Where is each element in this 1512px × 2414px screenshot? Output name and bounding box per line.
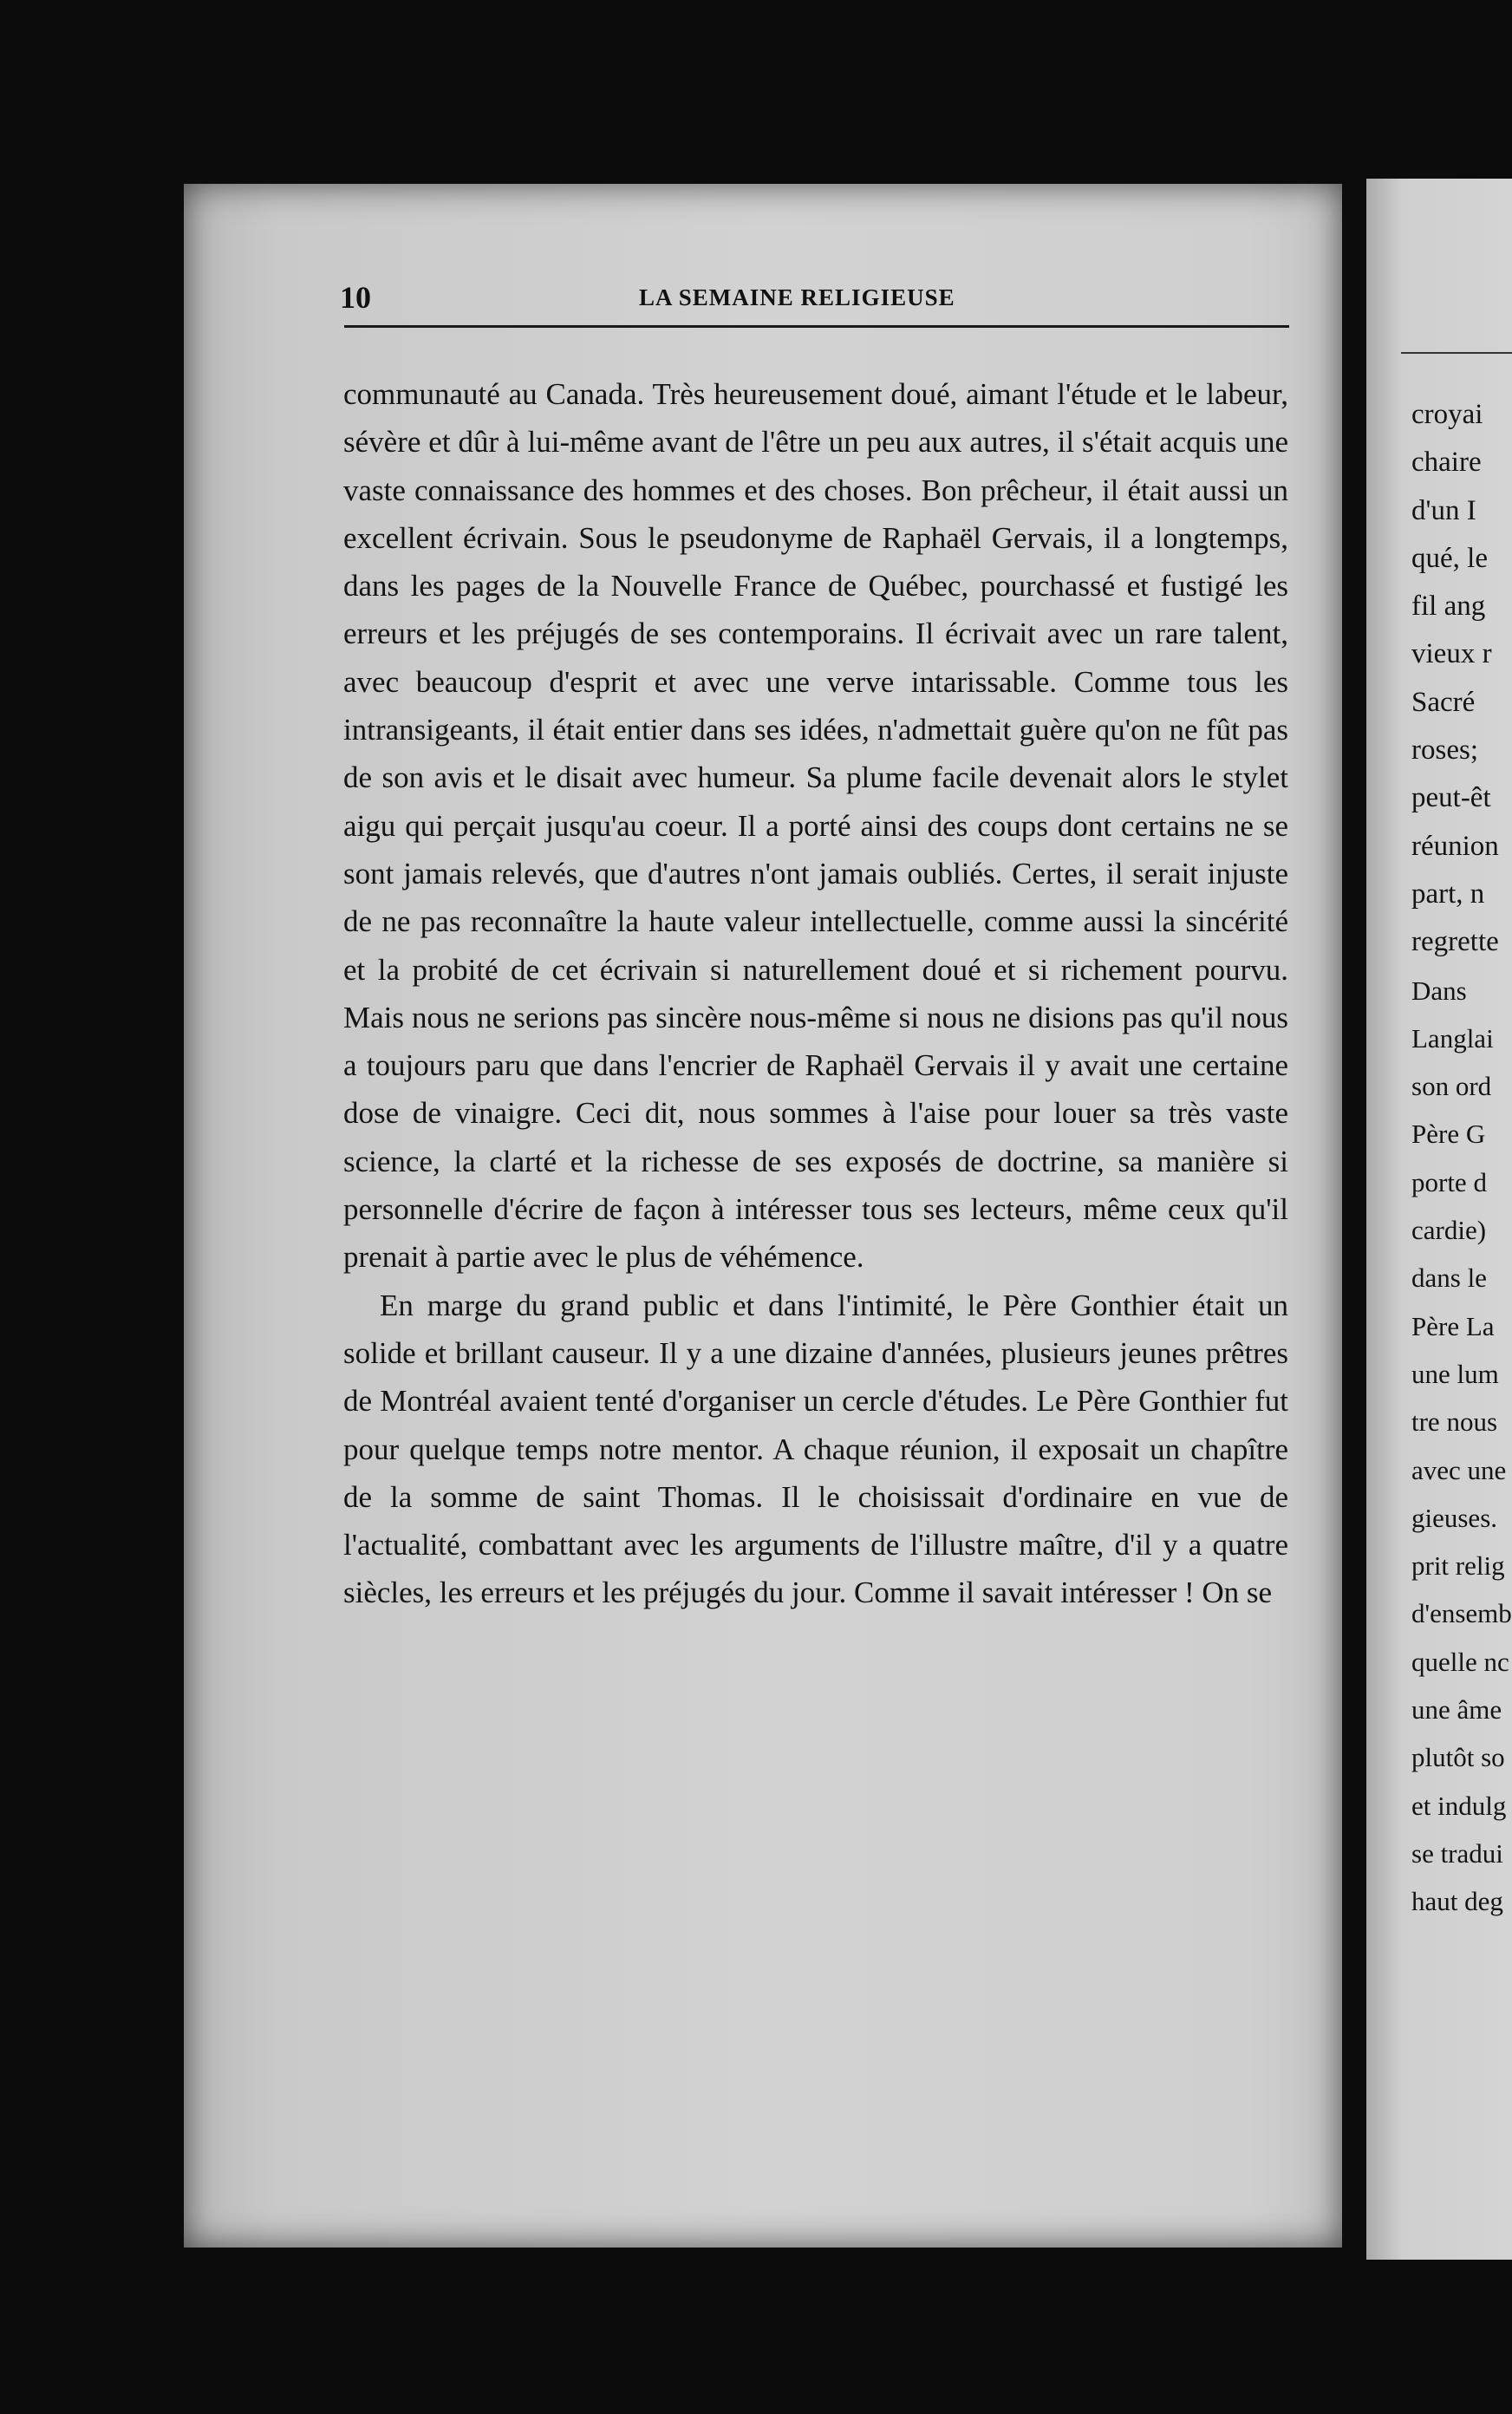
paragraph: communauté au Canada. Très heureusement doué, aimant l'étude et le labeur, sévère et dûr à lui-même avant de l'être un peu aux autres, il s'était acquis une vaste connaissance des hommes et des choses. Bon prêcheur, il était aussi un excellent écrivain. Sous le pseudonyme de Raphaël Gervais, il a longtemps, dans les pages de la Nouvelle France de Québec, pourchassé et fustigé les erreurs et les préjugés de ses contemporains. Il écrivait avec un rare talent, avec beaucoup d'esprit et avec une verve intarissable. Comme tous les intransigeants, il était entier dans ses idées, n'admettait guère qu'on ne fût pas de son avis et le disait avec humeur. Sa plume facile devenait alors le stylet aigu qui perçait jusqu'au coeur. Il a porté ainsi des coups dont certains ne se sont jamais relevés, que d'autres n'ont jamais oubliés. Certes, il serait injuste de ne pas reconnaître la haute valeur intellectuelle, comme aussi la sincérité et la probité de cet écrivain si naturellement doué et si richement pourvu. Mais nous ne serions pas sincère nous-même si nous ne disions pas qu'il nous a toujours paru que dans l'encrier de Raphaël Gervais il y avait une certaine dose de vinaigre. Ceci dit, nous sommes à l'aise pour louer sa très vaste science, la clarté et la richesse de ses exposés de doctrine, sa manière si personnelle d'écrire de façon à intéresser tous ses lecteurs, même ceux qu'il prenait à partie avec le plus de véhémence. bbox=[343, 377, 1288, 1275]
facing-line: porte d bbox=[1411, 1166, 1487, 1197]
page-number: 10 bbox=[340, 280, 371, 315]
facing-line: son ord bbox=[1411, 1071, 1492, 1102]
facing-line: plutôt so bbox=[1411, 1742, 1505, 1773]
facing-line: prit relig bbox=[1411, 1550, 1505, 1582]
facing-line: fil ang bbox=[1411, 590, 1486, 623]
facing-page-text bbox=[1411, 391, 1512, 1926]
facing-line: tre nous bbox=[1411, 1406, 1498, 1438]
facing-line: réunion bbox=[1411, 830, 1499, 862]
facing-line: d'un I bbox=[1411, 494, 1476, 526]
page-header bbox=[340, 279, 1294, 331]
facing-line: Père G bbox=[1411, 1119, 1486, 1150]
facing-line: peut-êt bbox=[1411, 782, 1491, 814]
facing-line: haut deg bbox=[1411, 1886, 1503, 1917]
facing-line: chaire bbox=[1411, 447, 1482, 479]
facing-page-rule bbox=[1401, 352, 1512, 354]
facing-line: Dans bbox=[1411, 975, 1467, 1006]
facing-line: une âme bbox=[1411, 1694, 1502, 1726]
facing-line: avec une bbox=[1411, 1454, 1507, 1485]
header-rule bbox=[344, 325, 1289, 328]
facing-line: Langlai bbox=[1411, 1022, 1494, 1054]
facing-line: qué, le bbox=[1411, 542, 1488, 574]
body-text bbox=[343, 370, 1288, 1617]
paragraph: En marge du grand public et dans l'intimité, le Père Gonthier était un solide et brillant causeur. Il y a une dizaine d'années, plusieurs jeunes prêtres de Montréal avaient tenté d'organiser un cercle d'études. Le Père Gonthier fut pour quelque temps notre mentor. A chaque réunion, il exposait un chapître de la somme de saint Thomas. Il le choisissait d'ordinaire en vue de l'actualité, combattant avec les arguments de l'illustre maître, d'il y a quatre siècles, les erreurs et les préjugés du jour. Comme il savait intéresser ! On se bbox=[343, 1288, 1288, 1610]
facing-line: dans le bbox=[1411, 1262, 1487, 1294]
facing-line: vieux r bbox=[1411, 638, 1492, 670]
facing-line: roses; bbox=[1411, 734, 1478, 767]
facing-line: quelle nc bbox=[1411, 1646, 1509, 1677]
facing-line: regrette bbox=[1411, 926, 1499, 958]
facing-page bbox=[1366, 179, 1512, 2260]
facing-line: part, n bbox=[1411, 878, 1485, 910]
facing-line: Père La bbox=[1411, 1310, 1495, 1341]
facing-line: se tradui bbox=[1411, 1837, 1503, 1869]
facing-line: d'ensemb bbox=[1411, 1598, 1512, 1629]
facing-line: et indulg bbox=[1411, 1790, 1507, 1821]
facing-line: une lum bbox=[1411, 1358, 1499, 1389]
book-page bbox=[184, 184, 1342, 2248]
facing-line: cardie) bbox=[1411, 1215, 1487, 1246]
facing-line: gieuses. bbox=[1411, 1502, 1498, 1533]
facing-line: Sacré bbox=[1411, 686, 1476, 718]
facing-line: croyai bbox=[1411, 399, 1483, 430]
running-head: LA SEMAINE RELIGIEUSE bbox=[639, 284, 955, 310]
